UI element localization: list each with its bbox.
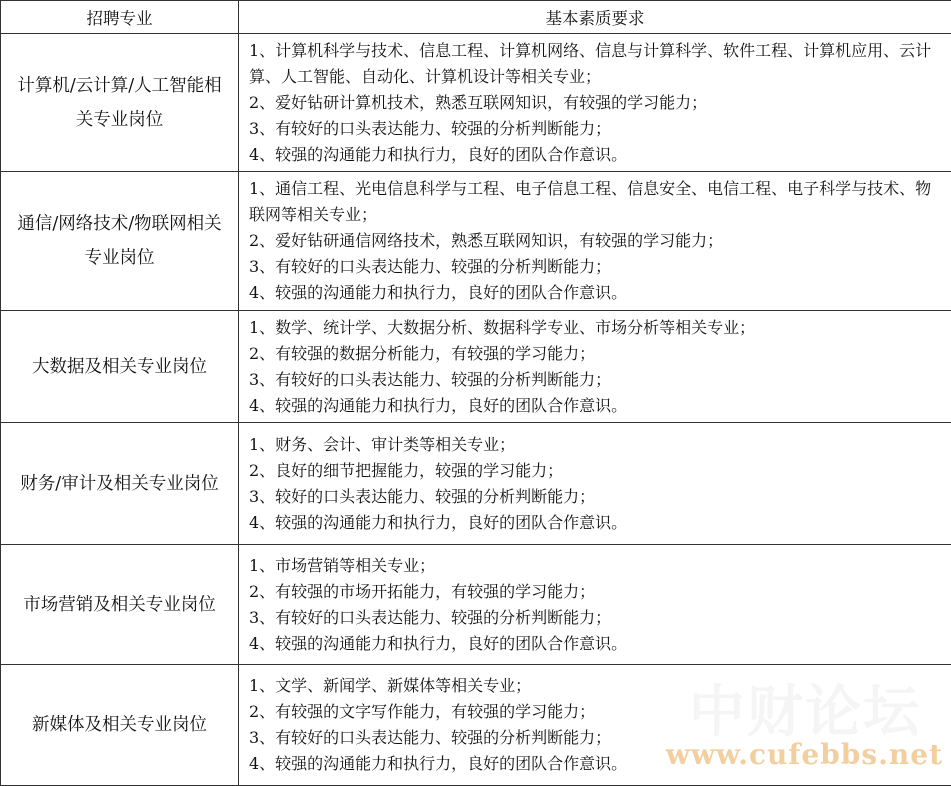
requirement-line: 3、有较好的口头表达能力、较强的分析判断能力； — [249, 118, 612, 138]
watermark-logo: 中财论坛 — [689, 680, 921, 745]
requirement-line: 3、较好的口头表达能力、较强的分析判断能力； — [249, 486, 596, 506]
requirement-line: 4、较强的沟通能力和执行力，良好的团队合作意识。 — [249, 754, 628, 773]
major-cell: 市场营销及相关专业岗位 — [1, 545, 239, 665]
requirement-line: 1、计算机科学与技术、信息工程、计算机网络、信息与计算科学、软件工程、计算机应用、云计算、人工智能、自动化、计算机设计等相关专业； — [249, 40, 932, 86]
requirement-line: 2、有较强的文字写作能力，有较强的学习能力； — [249, 702, 596, 721]
watermark-url: www.cufebbs.net — [665, 738, 943, 771]
requirement-line: 4、较强的沟通能力和执行力，良好的团队合作意识。 — [249, 395, 628, 415]
table-row — [1, 311, 951, 423]
requirements-cell — [239, 172, 951, 311]
requirement-line: 1、通信工程、光电信息科学与工程、电子信息工程、信息安全、电信工程、电子科学与技术、物联网等相关专业； — [249, 179, 932, 224]
major-cell: 财务/审计及相关专业岗位 — [1, 423, 239, 545]
requirements-cell — [239, 423, 951, 545]
requirements-cell — [239, 665, 951, 786]
requirement-line: 1、市场营销等相关专业； — [249, 555, 436, 575]
requirement-line: 2、爱好钻研通信网络技术，熟悉互联网知识，有较强的学习能力； — [249, 231, 724, 250]
major-cell: 计算机/云计算/人工智能相关专业岗位 — [1, 34, 239, 172]
major-cell: 新媒体及相关专业岗位 — [1, 665, 239, 786]
table-header-row — [1, 1, 951, 34]
header-requirements: 基本素质要求 — [239, 1, 951, 34]
table-row — [1, 34, 951, 172]
requirement-line: 1、数学、统计学、大数据分析、数据科学专业、市场分析等相关专业； — [249, 317, 756, 337]
requirements-cell — [239, 545, 951, 665]
requirement-line: 3、有较好的口头表达能力、较强的分析判断能力； — [249, 369, 612, 389]
requirement-line: 3、有较好的口头表达能力、较强的分析判断能力； — [249, 257, 612, 276]
table-row — [1, 665, 951, 786]
table-row — [1, 423, 951, 545]
table-row — [1, 545, 951, 665]
requirement-line: 3、有较好的口头表达能力、较强的分析判断能力； — [249, 728, 612, 747]
requirement-line: 2、有较强的数据分析能力，有较强的学习能力； — [249, 343, 596, 363]
requirement-line: 4、较强的沟通能力和执行力，良好的团队合作意识。 — [249, 144, 628, 164]
requirement-line: 4、较强的沟通能力和执行力，良好的团队合作意识。 — [249, 633, 628, 653]
requirement-line: 2、爱好钻研计算机技术，熟悉互联网知识，有较强的学习能力； — [249, 92, 708, 112]
requirement-line: 4、较强的沟通能力和执行力，良好的团队合作意识。 — [249, 283, 628, 302]
requirements-cell — [239, 311, 951, 423]
requirement-line: 1、财务、会计、审计类等相关专业； — [249, 434, 516, 454]
requirement-line: 2、有较强的市场开拓能力，有较强的学习能力； — [249, 581, 596, 601]
requirement-line: 3、有较好的口头表达能力、较强的分析判断能力； — [249, 607, 612, 627]
major-cell: 大数据及相关专业岗位 — [1, 311, 239, 423]
requirement-line: 2、良好的细节把握能力，较强的学习能力； — [249, 460, 564, 480]
table-row — [1, 172, 951, 311]
requirements-cell — [239, 34, 951, 172]
requirement-line: 4、较强的沟通能力和执行力，良好的团队合作意识。 — [249, 512, 628, 532]
major-cell: 通信/网络技术/物联网相关专业岗位 — [1, 172, 239, 311]
header-major: 招聘专业 — [1, 1, 239, 34]
requirement-line: 1、文学、新闻学、新媒体等相关专业； — [249, 676, 532, 695]
